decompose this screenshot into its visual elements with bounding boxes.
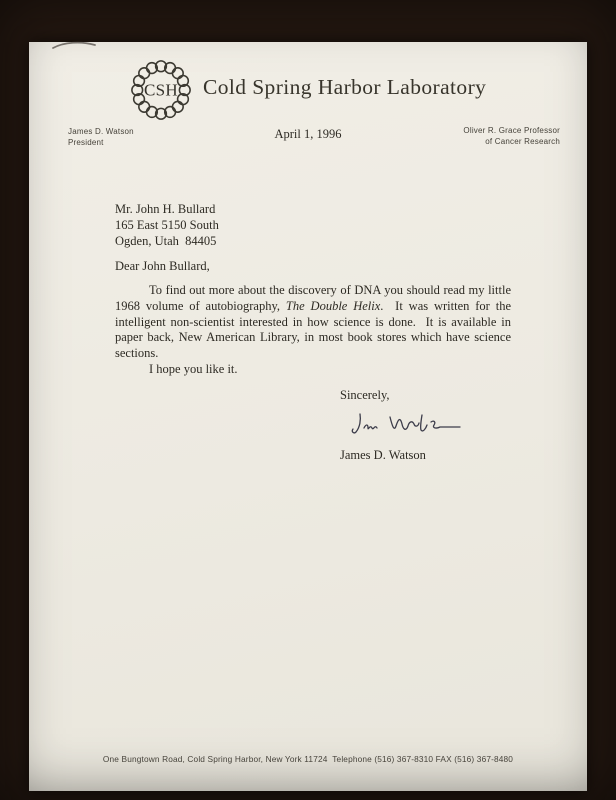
logo-text: CSH	[143, 80, 179, 100]
organization-name: Cold Spring Harbor Laboratory	[203, 75, 487, 99]
closing-sentence: I hope you like it.	[149, 362, 238, 376]
csh-logo	[130, 59, 192, 121]
letter-date: April 1, 1996	[274, 127, 342, 141]
sender-title: President	[68, 137, 104, 147]
recipient-name: Mr. John H. Bullard	[115, 202, 216, 216]
typed-signature-name: James D. Watson	[340, 448, 426, 462]
pen-mark	[51, 40, 97, 50]
paragraph-text-2: . It was written for the intelligent non-scientist interested in how science is done. It is available in paper back, New American Library, in most book stores which have science sections.	[115, 298, 515, 361]
valediction: Sincerely,	[340, 388, 390, 402]
letterhead-footer-address: One Bungtown Road, Cold Spring Harbor, New York 11724 Telephone (516) 367-8310 FAX (516) 367-8480	[102, 754, 514, 764]
book-title: The Double Helix	[285, 298, 381, 313]
letter-paper	[29, 42, 587, 791]
sender-name: James D. Watson	[68, 127, 134, 136]
recipient-street: 165 East 5150 South	[115, 217, 219, 232]
recipient-address	[115, 202, 219, 249]
paragraph-text-1: To find out more about the discovery of DNA you should read my little 1968 volume of autobiography,	[115, 283, 515, 313]
body-paragraph	[115, 283, 515, 362]
professor-title-line2: of Cancer Research	[485, 136, 560, 146]
signature-stroke	[352, 414, 460, 433]
salutation: Dear John Bullard,	[115, 259, 210, 273]
professor-title	[463, 126, 560, 147]
professor-title-line1: Oliver R. Grace Professor	[463, 126, 560, 135]
recipient-city: Ogden, Utah 84405	[115, 233, 217, 248]
signature-image	[346, 406, 466, 442]
